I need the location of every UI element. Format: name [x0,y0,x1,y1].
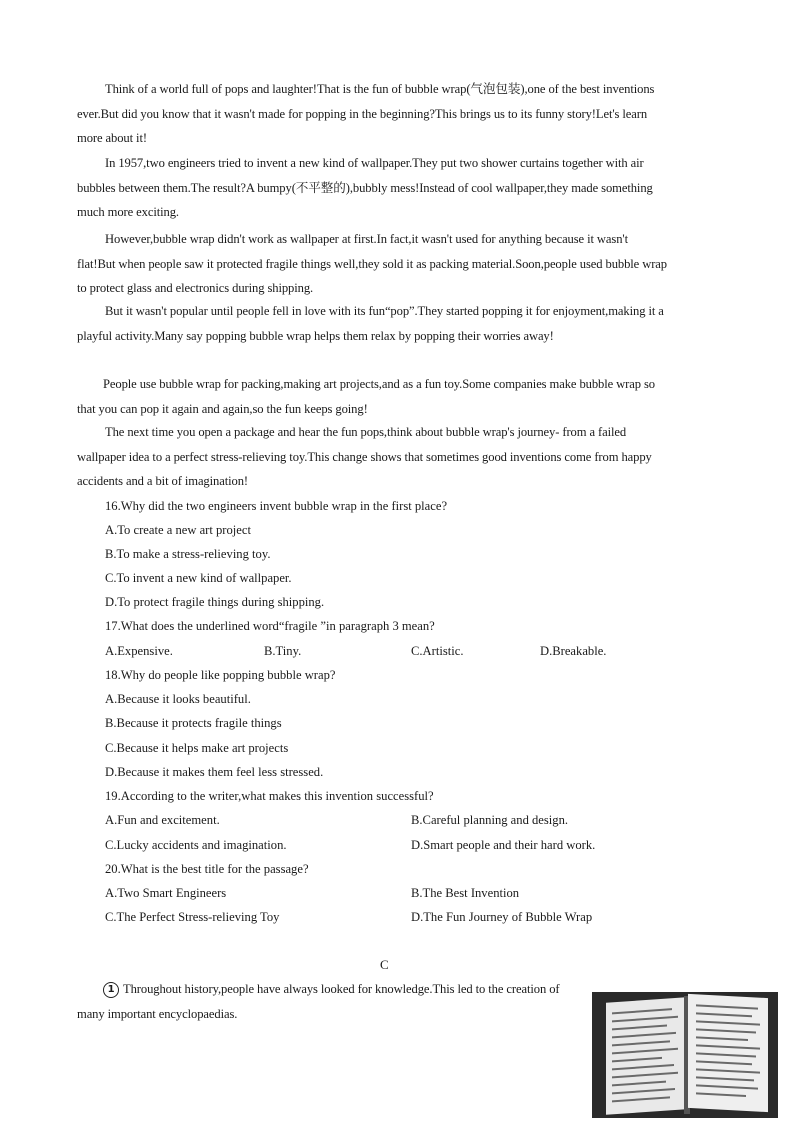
q18-option-b: B.Because it protects fragile things [105,716,282,730]
q20-option-c: C.The Perfect Stress-relieving Toy [105,910,280,924]
q19-option-a: A.Fun and excitement. [105,813,220,827]
q16-option-b: B.To make a stress-relieving toy. [105,547,271,561]
q16-option-c: C.To invent a new kind of wallpaper. [105,571,292,585]
q16-option-d: D.To protect fragile things during shipping. [105,595,325,609]
circled-number-badge: 1 [103,982,119,998]
question-17: 17.What does the underlined word“fragile ”in paragraph 3 mean? [105,619,435,633]
q20-option-a: A.Two Smart Engineers [105,886,227,900]
encyclopedia-photo [592,992,778,1118]
q18-option-d: D.Because it makes them feel less stressed. [105,765,324,779]
question-19: 19.According to the writer,what makes this invention successful? [105,789,434,803]
q17-option-d: D.Breakable. [540,644,607,658]
section-c-text: Throughout history,people have always looked for knowledge.This led to the creation of many important encyclopaedias. [77,982,560,1021]
question-18: 18.Why do people like popping bubble wrap? [105,668,336,682]
q17-option-c: C.Artistic. [411,644,464,658]
q19-option-c: C.Lucky accidents and imagination. [105,838,287,852]
paragraph-1: Think of a world full of pops and laughter!That is the fun of bubble wrap(气泡包装),one of the best inventions ever.But did you know that it wasn't made for popping in the beginning?This brings us to its funny story!Let's learn more about it! [77,82,655,145]
question-20: 20.What is the best title for the passage? [105,862,309,876]
q16-option-a: A.To create a new art project [105,523,251,537]
paragraph-2: In 1957,two engineers tried to invent a new kind of wallpaper.They put two shower curtains together with air bubbles between them.The result?A bumpy(不平整的),bubbly mess!Instead of cool wallpaper,they made something much more exciting. [77,156,653,219]
paragraph-5: People use bubble wrap for packing,making art projects,and as a fun toy.Some companies make bubble wrap so that you can pop it again and again,so the fun keeps going! [77,377,655,416]
q18-option-c: C.Because it helps make art projects [105,741,289,755]
q20-option-d: D.The Fun Journey of Bubble Wrap [411,910,593,924]
paragraph-3: However,bubble wrap didn't work as wallpaper at first.In fact,it wasn't used for anything because it wasn't flat!But when people saw it protected fragile things well,they sold it as packing material.Soon,people used bubble wrap to protect glass and electronics during shipping. [77,232,667,295]
encyclopedia-left-page [606,997,686,1115]
q18-option-a: A.Because it looks beautiful. [105,692,251,706]
section-c-heading: C [380,957,389,972]
section-c-paragraph-1 [77,977,562,1026]
q17-option-a: A.Expensive. [105,644,173,658]
q19-option-b: B.Careful planning and design. [411,813,569,827]
paragraph-6: The next time you open a package and hear the fun pops,think about bubble wrap's journey- from a failed wallpaper idea to a perfect stress-relieving toy.This change shows that sometimes good inventions come from happy accidents and a bit of imagination! [77,425,652,488]
encyclopedia-right-page [688,994,768,1112]
question-16: 16.Why did the two engineers invent bubble wrap in the first place? [105,499,448,513]
paragraph-4: But it wasn't popular until people fell in love with its fun“pop”.They started popping it for enjoyment,making it a playful activity.Many say popping bubble wrap helps them relax by popping their worries away! [77,304,664,343]
q17-option-b: B.Tiny. [264,644,302,658]
q20-option-b: B.The Best Invention [411,886,520,900]
q19-option-d: D.Smart people and their hard work. [411,838,596,852]
